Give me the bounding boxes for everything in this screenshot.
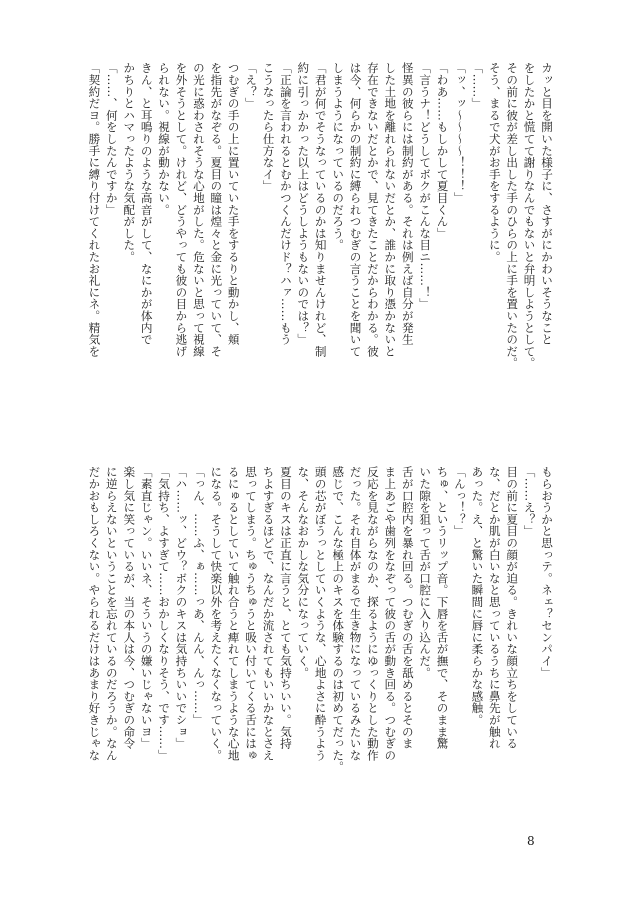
text-line: な、だとか肌が白いなと思っているうちに鼻先が触れ [487, 466, 502, 750]
page-number: 8 [527, 834, 535, 848]
text-line: られない。視線が動かない。 [157, 62, 172, 216]
text-line: つむぎの手の上に置いていた手をするりと動かし、頬 [226, 62, 241, 346]
text-line: を外そうとして。けれど、どうやっても彼の目から逃げ [174, 62, 189, 357]
text-line: 怪異の彼らには制約がある。それは例えば自分が発生 [400, 62, 415, 346]
text-line: あった。え、と驚いた瞬間に唇に柔らかな感触。 [470, 466, 485, 726]
text-line: 約に引っかかった以上はどうしようもないのでは？」 [296, 62, 311, 346]
text-line: に逆らえないということを忘れているのだろうか。なん [104, 466, 119, 761]
text-line: 「契約だヨ。勝手に縛り付けてくれたお礼にネ。精気を [87, 62, 102, 357]
text-line: 「……、何をしたんですか」 [104, 62, 119, 216]
text-line: しまうようになっているのだろう。 [331, 62, 346, 251]
text-line: 舌が口腔内を暴れ回る。つむぎの舌を舐めるとそのま [400, 466, 415, 750]
text-line: になる。そうして快楽以外を考えたくなくなっていく。 [209, 466, 224, 761]
text-line: 夏目のキスは正直に言うと、とても気持ちいい。気持 [278, 466, 293, 750]
text-line: 楽し気に笑っているが、当の本人は今、つむぎの命令 [122, 466, 137, 750]
text-line: 「君が何でそうなっているのかは知りませんけれど、制 [313, 62, 328, 357]
text-line: な、そんなおかしな気分になっていく。 [296, 466, 311, 679]
text-line: 「素直じゃン。いいネ、そういうの嫌いじゃないヨ」 [139, 466, 154, 750]
text-line: 「言うナ！どうしてボクがこんな目ニ……！」 [418, 62, 433, 310]
text-line: ちゅ、というリップ音。下唇を舌が撫で、そのまま驚 [435, 466, 450, 750]
text-line: 「わあ……もしかして夏目くん」 [435, 62, 450, 239]
text-line: ま上あごや歯列をなぞって彼の舌が動き回る。つむぎの [383, 466, 398, 761]
text-line: 目の前に夏目の顔が迫る。きれいな顔立ちをしている [505, 466, 520, 750]
text-line: ちよすぎるほどで、なんだか流されてもいいかなとさえ [261, 466, 276, 761]
text-line: 感じで、こんな極上のキスを体験するのは初めてだった。 [331, 466, 346, 773]
text-line: 「え？」 [244, 62, 259, 110]
text-line: 「正論を言われるとむかつくんだけド？ハァ……もう [278, 62, 293, 346]
text-line: 存在できないだとかで、見てきたことだからわかる。彼 [365, 62, 380, 357]
text-line: の光に惑わされそうな心地がした。危ないと思って視線 [191, 62, 206, 357]
text-line: 反応を見ながらなのか、探るようにゆっくりとした動作 [365, 466, 380, 761]
text-line: だかおもしろくない。やられるだけはあまり好きじゃな [87, 466, 102, 761]
text-line: その前に彼が差し出した手のひらの上に手を置いたのだ。 [505, 62, 520, 369]
text-line: をしたかと慌てて謝りなんでもないと弁明しようとして。 [522, 62, 537, 369]
text-line: こうなったら仕方なイ」 [261, 62, 276, 192]
text-line: かちりとハマったような気配がした。 [122, 62, 137, 263]
text-line: るにゅるとしていて触れ合うと痺れてしまうような心地 [226, 466, 241, 761]
text-line: 「気持ち、よすぎて……おかしくなりそう、です……」 [157, 466, 172, 761]
text-line: 「んっ！？」 [452, 466, 467, 537]
text-line: もらおうかと思っテ。ネェ？センパイ」 [540, 466, 554, 679]
text-line: 「ッ、ッ〜〜〜〜！！！」 [452, 62, 467, 204]
text-line: だった。それ自体がまるで生き物になっているみたいな [348, 466, 363, 761]
text-line: した土地を離れられないだとか、誰かに取り憑かないと [383, 62, 398, 357]
text-line: 思ってしまう。ちゅうちゅうと吸い付いてくる舌にはゅ [244, 466, 259, 761]
text-line: 「ハ……ッ、どウ？ボクのキスは気持ちいいでショ」 [174, 466, 189, 750]
text-line: カッと目を開いた様子に、さすがにかわいそうなこと [540, 62, 554, 346]
text-line: 「っん、……ふ、ぁ……っあ、んん、んっ……」 [191, 466, 206, 726]
text-line: は今、何らかの制約に縛られつむぎの言うことを聞いて [348, 62, 363, 357]
text-line: 「……え？」 [522, 466, 537, 537]
lower-text-block [87, 466, 555, 824]
upper-text-block [87, 62, 555, 424]
text-line: きん、と耳鳴りのような高音がして、なにかが体内で [139, 62, 154, 346]
text-line: 「……」 [470, 62, 485, 110]
text-line: そう、まるで犬がお手をするように。 [487, 62, 502, 263]
text-line: を指先がなぞる。夏目の瞳は煌々と金に光っていて、そ [209, 62, 224, 357]
text-line: 頭の芯がぼうっとしていくような、心地よさに酔うよう [313, 466, 328, 761]
text-line: いた隙を狙って舌が口腔に入り込んだ。 [418, 466, 433, 679]
